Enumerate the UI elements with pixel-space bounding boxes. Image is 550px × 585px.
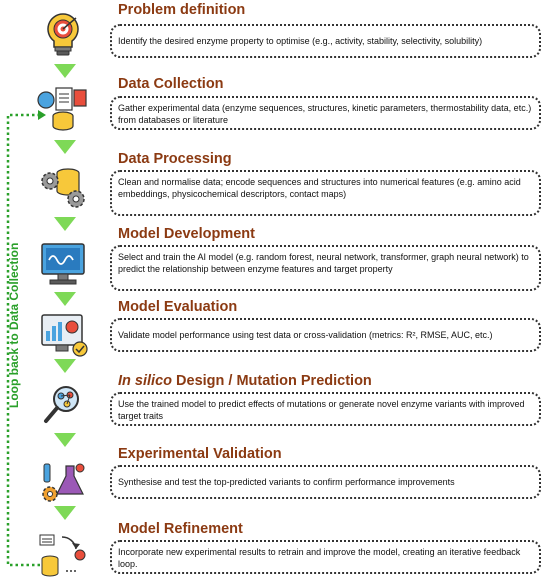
data-collection-icon bbox=[36, 84, 90, 132]
step-description: Synthesise and test the top-predicted variants to confirm performance improvements bbox=[110, 465, 541, 499]
step-title: Experimental Validation bbox=[118, 446, 282, 462]
step-title: Data Processing bbox=[118, 151, 232, 167]
step-title: Problem definition bbox=[118, 2, 246, 18]
lightbulb-target-icon bbox=[36, 10, 90, 58]
gears-database-icon bbox=[36, 163, 90, 211]
step-title-italic: In silico bbox=[118, 373, 172, 389]
step-title bbox=[118, 373, 372, 390]
monitor-wave-icon bbox=[36, 240, 90, 288]
step-description: Incorporate new experimental results to retrain and improve the model, creating an iterative feedback loop. bbox=[110, 540, 541, 574]
step-description: Gather experimental data (enzyme sequences, structures, kinetic parameters, thermostability data, etc.) from databases or literature bbox=[110, 96, 541, 130]
chevron-down-icon bbox=[54, 292, 76, 306]
step-title: Data Collection bbox=[118, 76, 224, 92]
step-title: Model Refinement bbox=[118, 521, 243, 537]
step-title-rest: Design / Mutation Prediction bbox=[172, 373, 372, 389]
step-description: Use the trained model to predict effects of mutations or generate novel enzyme variants with improved target traits bbox=[110, 392, 541, 426]
step-description: Identify the desired enzyme property to optimise (e.g., activity, stability, selectivity, solubility) bbox=[110, 24, 541, 58]
step-description: Clean and normalise data; encode sequences and structures into numerical features (e.g. amino acid embeddings, physicochemical descriptors, contact maps) bbox=[110, 170, 541, 216]
chevron-down-icon bbox=[54, 64, 76, 78]
step-description: Select and train the AI model (e.g. random forest, neural network, transformer, graph neural network) to predict the relationship between enzyme features and target property bbox=[110, 245, 541, 291]
chevron-down-icon bbox=[54, 140, 76, 154]
chevron-down-icon bbox=[54, 506, 76, 520]
step-title: Model Development bbox=[118, 226, 255, 242]
lab-flask-gears-icon bbox=[36, 458, 90, 506]
step-description: Validate model performance using test data or cross-validation (metrics: R², RMSE, AUC, etc.) bbox=[110, 318, 541, 352]
dashboard-monitor-icon bbox=[36, 311, 90, 359]
chevron-down-icon bbox=[54, 217, 76, 231]
magnifier-molecule-icon bbox=[36, 383, 90, 431]
refinement-cycle-icon bbox=[36, 531, 90, 579]
step-title: Model Evaluation bbox=[118, 299, 238, 315]
loop-back-label: Loop back to Data Collection bbox=[7, 242, 21, 408]
chevron-down-icon bbox=[54, 433, 76, 447]
chevron-down-icon bbox=[54, 359, 76, 373]
